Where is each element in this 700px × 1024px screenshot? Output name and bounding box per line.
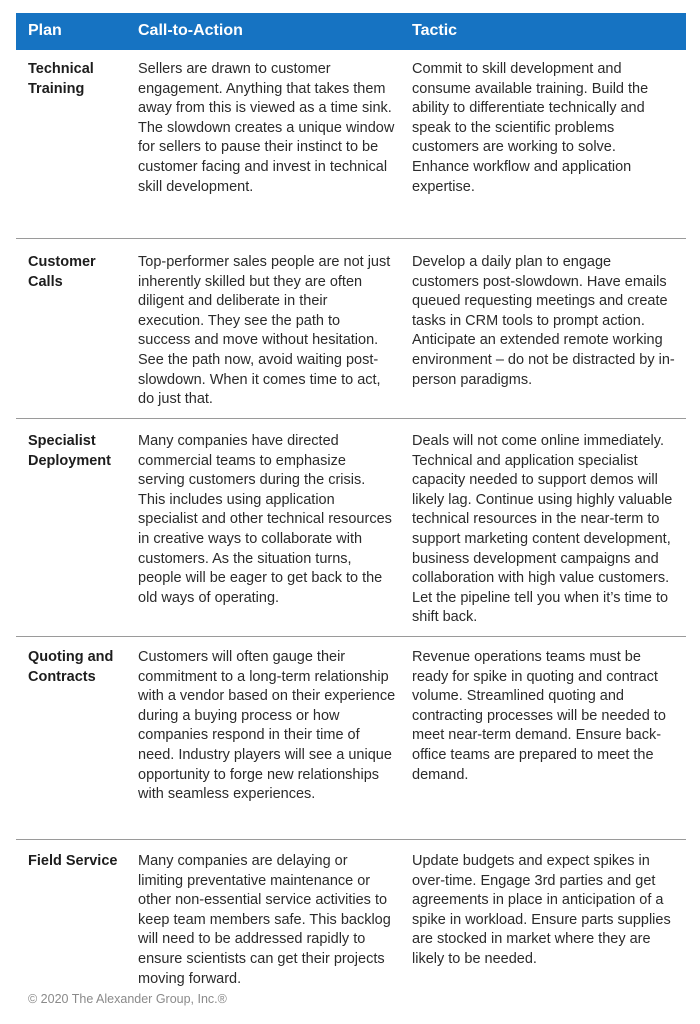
row-tactic: Revenue operations teams must be ready for spike in quoting and contract volume. Streamlined quoting and contracting processes will be needed to meet near-term demand. Ensure back-office teams are prepared to meet the demand. [412,649,666,783]
header-tactic: Tactic [412,22,458,39]
row-plan: Quoting and Contracts [28,649,114,685]
table-row [16,50,686,239]
row-call-to-action: Sellers are drawn to customer engagement. Anything that takes them away from this is viewed as a time sink. The slowdown creates a unique window for sellers to pause their instinct to be customer facing and invest in technical skill development. [138,61,395,195]
table-header [16,13,686,50]
header-call-to-action: Call-to-Action [138,22,243,39]
row-tactic: Update budgets and expect spikes in over-time. Engage 3rd parties and get agreements in place in anticipation of a spike in workload. Ensure parts supplies are stocked in market where they are likely to be needed. [412,853,671,967]
row-plan: Specialist Deployment [28,433,111,469]
copyright-footer: © 2020 The Alexander Group, Inc.® [28,992,227,1006]
header-plan: Plan [28,22,62,39]
row-plan: Field Service [28,853,118,869]
table-row [16,840,686,1000]
row-tactic: Deals will not come online immediately. Technical and application specialist capacity needed to support demos will likely lag. Continue using highly valuable technical resources in the near-term to support marketing content development, business development campaigns and collaboration with high value customers. Let the pipeline tell you when it’s time to shift back. [412,433,673,626]
table-row [16,637,686,840]
table-row [16,419,686,637]
row-call-to-action: Many companies are delaying or limiting preventative maintenance or other non-essential service activities to keep team members safe. This backlog will need to be addressed rapidly to ensure scientists can get their projects moving forward. [138,853,391,987]
row-call-to-action: Customers will often gauge their commitment to a long-term relationship with a vendor based on their experience during a buying process or how companies respond in their time of need. Industry players will see a unique opportunity to forge new relationships with seamless experiences. [138,649,396,803]
row-call-to-action: Many companies have directed commercial teams to emphasize serving customers during the crisis. This includes using application specialist and other technical resources in creative ways to collaborate with customers. As the situation turns, people will be eager to get back to the old ways of operating. [138,433,392,606]
row-plan: Customer Calls [28,254,96,290]
row-plan: Technical Training [28,61,94,97]
plan-table [16,13,686,1000]
table-row [16,239,686,419]
row-tactic: Commit to skill development and consume available training. Build the ability to differentiate technically and speak to the scientific problems customers are working to solve. Enhance workflow and application expertise. [412,61,649,195]
row-call-to-action: Top-performer sales people are not just inherently skilled but they are often diligent and deliberate in their execution. They see the path to success and move without hesitation. See the path now, avoid waiting post-slowdown. When it comes time to act, do just that. [138,254,391,408]
row-tactic: Develop a daily plan to engage customers post-slowdown. Have emails queued requesting meetings and create tasks in CRM tools to prompt action. Anticipate an extended remote working environment – do not be distracted by in-person paradigms. [412,254,675,388]
